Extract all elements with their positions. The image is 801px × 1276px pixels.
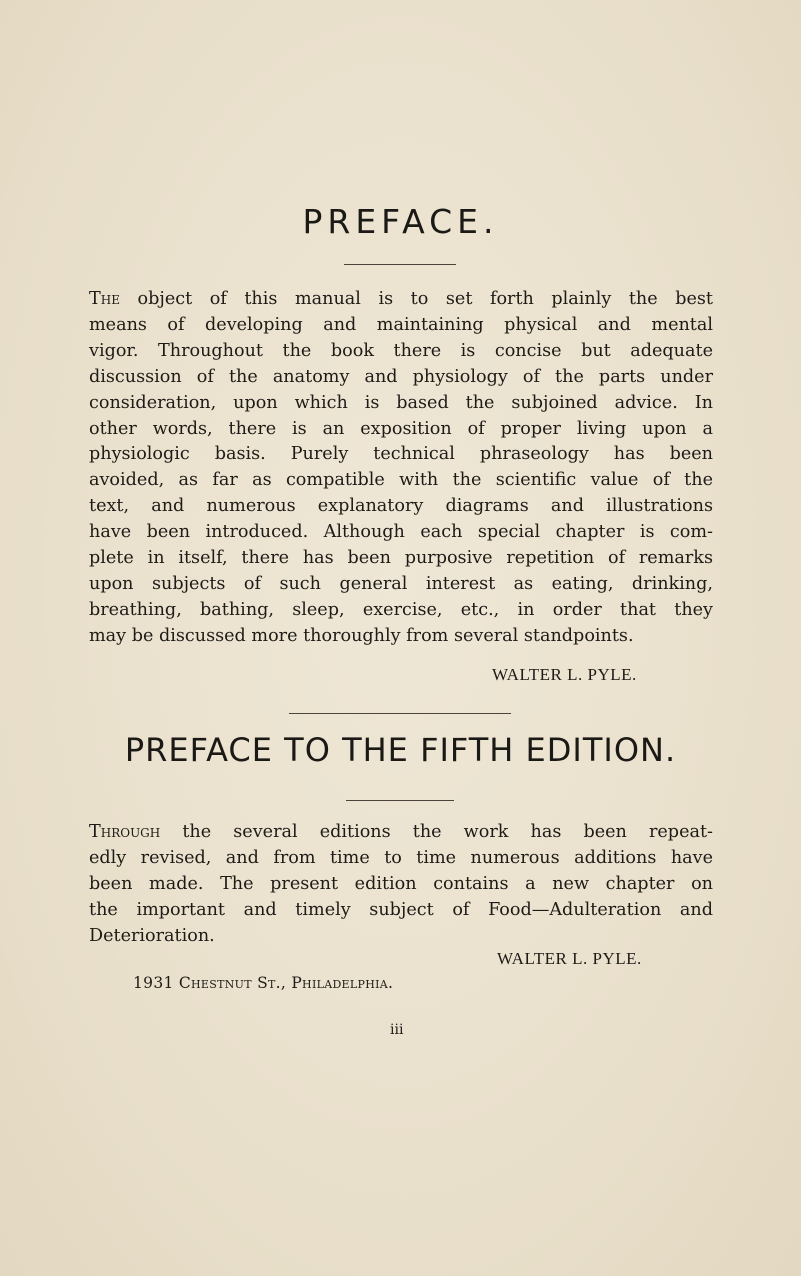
- title-rule: [346, 800, 454, 801]
- paragraph-line: discussion of the anatomy and physiology of the parts under: [89, 366, 713, 387]
- fifth-edition-signature: WALTER L. PYLE.: [497, 949, 642, 968]
- publisher-address: 1931 Chestnut St., Philadelphia.: [133, 974, 394, 992]
- page-number: iii: [390, 1022, 404, 1038]
- paragraph-line: The object of this manual is to set forth plainly the best: [89, 289, 713, 309]
- preface-title: PREFACE.: [302, 202, 499, 241]
- paragraph-line: may be discussed more thoroughly from several standpoints.: [89, 625, 634, 646]
- paragraph-line: have been introduced. Although each special chapter is com-: [89, 522, 713, 543]
- paragraph-line: edly revised, and from time to time numerous additions have: [89, 847, 713, 868]
- paragraph-line: breathing, bathing, sleep, exercise, etc., in order that they: [89, 599, 713, 620]
- paragraph-line: upon subjects of such general interest as eating, drinking,: [89, 573, 713, 594]
- paragraph-line: Deterioration.: [89, 925, 215, 946]
- paragraph-line: other words, there is an exposition of proper living upon a: [89, 418, 713, 439]
- paragraph-line: physiologic basis. Purely technical phraseology has been: [89, 444, 713, 465]
- lead-word: The: [89, 289, 120, 309]
- paragraph-line: vigor. Throughout the book there is concise but adequate: [89, 340, 713, 361]
- section-rule: [289, 713, 511, 714]
- fifth-edition-title: PREFACE TO THE FIFTH EDITION.: [124, 731, 677, 769]
- paragraph-line: avoided, as far as compatible with the scientific value of the: [89, 470, 713, 491]
- title-rule: [344, 264, 456, 265]
- paragraph-line: Through the several editions the work has been repeat-: [89, 822, 713, 842]
- paragraph-line: means of developing and maintaining physical and mental: [89, 314, 713, 335]
- fifth-edition-paragraph: [89, 820, 713, 950]
- paragraph-line: consideration, upon which is based the subjoined advice. In: [89, 392, 713, 413]
- paragraph-line: plete in itself, there has been purposive repetition of remarks: [89, 548, 713, 569]
- preface-signature: WALTER L. PYLE.: [492, 665, 637, 684]
- lead-word: Through: [89, 822, 161, 842]
- preface-paragraph: [89, 287, 713, 650]
- paragraph-line: the important and timely subject of Food—Adulteration and: [89, 899, 713, 920]
- paragraph-line: been made. The present edition contains a new chapter on: [89, 873, 713, 894]
- paragraph-line: text, and numerous explanatory diagrams and illustrations: [89, 496, 713, 517]
